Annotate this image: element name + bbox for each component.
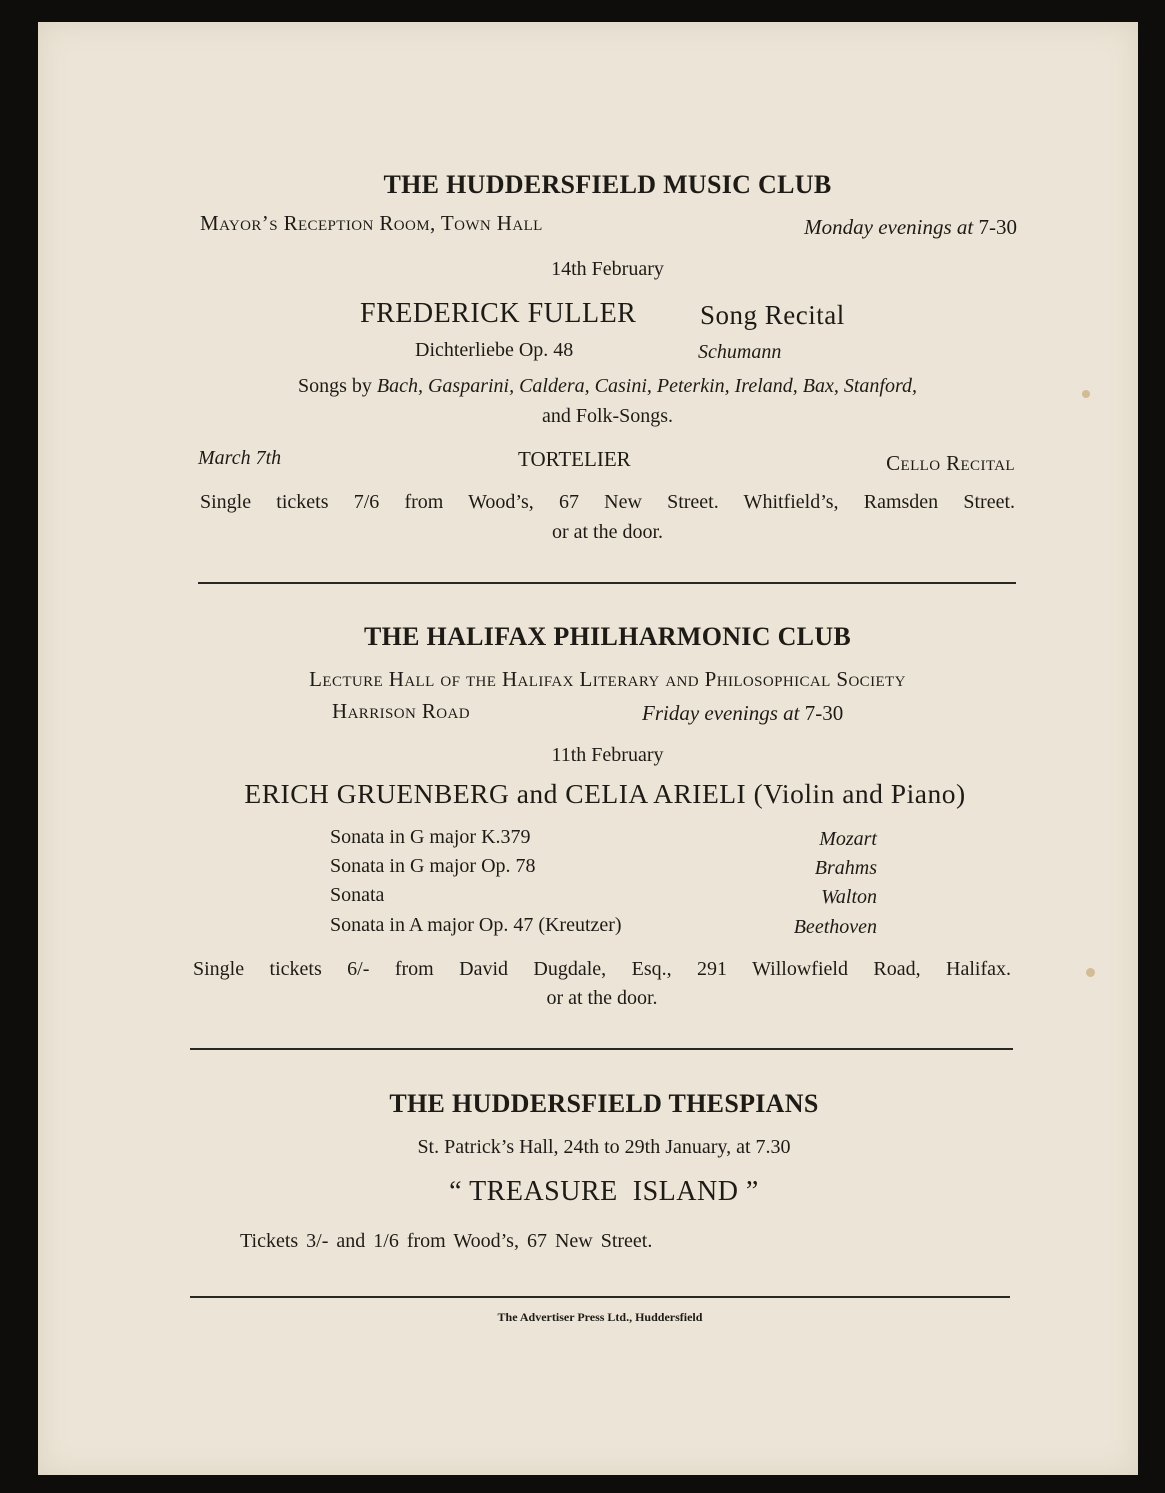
programme-composer: Beethoven [793, 916, 877, 938]
philharmonic-performers: ERICH GRUENBERG and CELIA ARIELI (Violin and Piano) [244, 778, 966, 809]
printer-credit: The Advertiser Press Ltd., Huddersfield [497, 1310, 703, 1324]
section-divider [198, 582, 1016, 584]
schedule-prefix: Friday evenings at [642, 701, 800, 725]
music-club-tickets-door: or at the door. [551, 521, 664, 543]
music-club-schedule [804, 215, 1017, 240]
programme-composer: Mozart [819, 828, 877, 850]
philharmonic-tickets-door: or at the door. [546, 987, 658, 1009]
songs-prefix: Songs by [297, 375, 372, 397]
music-club-songs-suffix: and Folk-Songs. [541, 405, 674, 427]
music-club-date: 14th February [551, 258, 664, 280]
next-recital-type: Cello Recital [886, 451, 1015, 475]
programme-composer: Brahms [814, 857, 877, 879]
philharmonic-schedule [642, 701, 843, 726]
music-club-venue: Mayor’s Reception Room, Town Hall [200, 211, 543, 235]
programme-work: Sonata in G major K.379 [330, 826, 531, 848]
philharmonic-date: 11th February [551, 744, 664, 766]
philharmonic-venue-road: Harrison Road [332, 699, 470, 723]
songs-composers: Bach, Gasparini, Caldera, Casini, Peterkin, Ireland, Bax, Stanford, [376, 375, 918, 397]
music-club-tickets: Single tickets 7/6 from Wood’s, 67 New Street. Whitfield’s, Ramsden Street. [200, 491, 1015, 513]
footer-divider [190, 1296, 1010, 1298]
programme-work: Sonata [330, 884, 385, 906]
thespians-tickets: Tickets 3/- and 1/6 from Wood’s, 67 New Street. [240, 1230, 653, 1252]
philharmonic-tickets: Single tickets 6/- from David Dugdale, Esq., 291 Willowfield Road, Halifax. [193, 958, 1011, 980]
schedule-prefix: Monday evenings at [804, 215, 974, 239]
music-club-recital-type: Song Recital [700, 300, 845, 330]
next-recital-performer: TORTELIER [518, 447, 631, 471]
section-divider [190, 1048, 1013, 1050]
thespians-title: THE HUDDERSFIELD THESPIANS [389, 1089, 819, 1118]
schedule-time: 7-30 [804, 701, 844, 725]
programme-work: Sonata in A major Op. 47 (Kreutzer) [330, 914, 622, 936]
paper-stain [1082, 390, 1090, 398]
programme-composer: Walton [821, 886, 877, 908]
music-club-title: THE HUDDERSFIELD MUSIC CLUB [383, 170, 832, 199]
schedule-time: 7-30 [978, 215, 1017, 239]
music-club-work-composer: Schumann [698, 341, 782, 363]
music-club-performer: FREDERICK FULLER [360, 298, 637, 329]
music-club-work: Dichterliebe Op. 48 [415, 339, 574, 361]
programme-work: Sonata in G major Op. 78 [330, 855, 536, 877]
paper-stain [1086, 968, 1095, 977]
thespians-play: “ TREASURE ISLAND ” [449, 1176, 759, 1207]
philharmonic-title: THE HALIFAX PHILHARMONIC CLUB [363, 622, 852, 651]
thespians-details: St. Patrick’s Hall, 24th to 29th January, at 7.30 [417, 1136, 791, 1158]
next-recital-date: March 7th [198, 447, 282, 469]
music-club-songs [200, 375, 1015, 398]
philharmonic-venue: Lecture Hall of the Halifax Literary and Philosophical Society [309, 667, 906, 691]
